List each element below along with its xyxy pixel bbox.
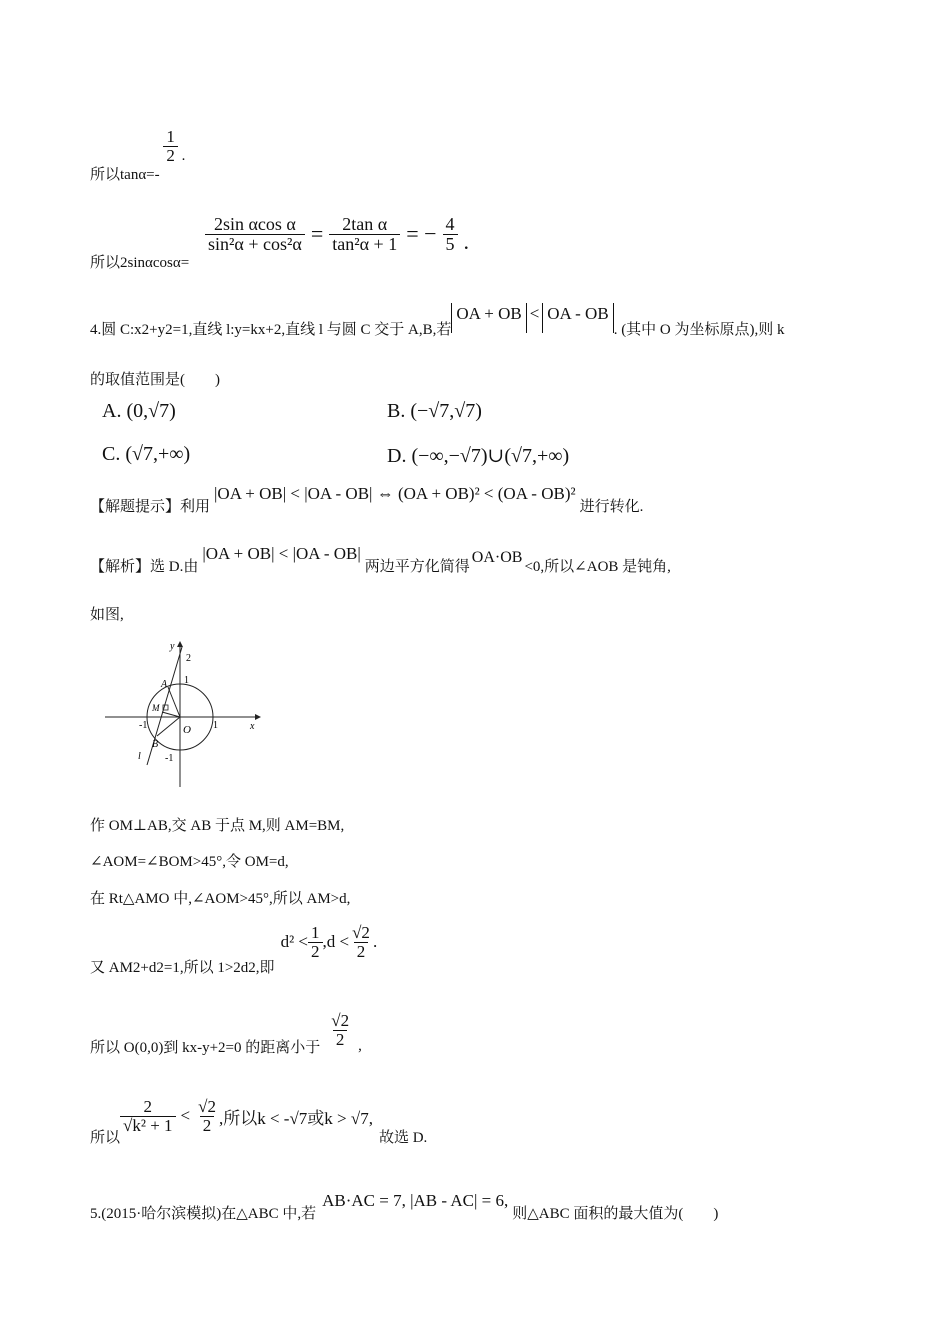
equals: = [310, 221, 324, 247]
hint-text-2: 进行转化. [579, 499, 644, 515]
abs-left: OA + OB [456, 304, 522, 323]
denominator: 5 [443, 234, 458, 254]
option-b: B. (−√7,√7) [387, 400, 482, 422]
tick-2: 2 [186, 653, 191, 664]
x-label: x [250, 721, 255, 732]
x-arrow [255, 714, 261, 720]
expr-d: ,d < [322, 932, 350, 952]
numerator: 4 [445, 214, 455, 234]
fraction-root2-over-2 [195, 1098, 219, 1135]
line-2sin-prefix: 所以2sinαcosα= [90, 255, 190, 271]
denominator: sin²α + cos²α [205, 234, 305, 254]
equals-minus: = − [406, 221, 437, 247]
denominator: 2 [308, 942, 323, 961]
option-a: A. (0,√7) [102, 400, 176, 422]
tick-1: 1 [184, 675, 189, 686]
stem-text-2: 则△ABC 面积的最大值为( ) [512, 1206, 719, 1222]
k-range: ,所以k < -√7或k > √7, [218, 1108, 373, 1128]
stem-text: 5.(2015·哈尔滨模拟)在△ABC 中,若 [90, 1206, 317, 1222]
period: . [463, 229, 470, 255]
line-2sin [90, 215, 190, 271]
hint-label: 【解题提示】 [90, 499, 181, 515]
y-label: y [170, 641, 175, 652]
m-label: M [152, 703, 160, 713]
numerator: 2 [143, 1097, 153, 1116]
solution-expr: |OA + OB| < |OA - OB| [202, 543, 361, 563]
b-label: B [152, 739, 159, 750]
as-figure: 如图, [90, 607, 124, 623]
denominator: tan²α + 1 [329, 234, 400, 254]
line-tan [90, 127, 186, 183]
formula-2sin [205, 215, 469, 254]
dot-product: OA·OB [471, 548, 523, 566]
less-than: < [180, 1106, 191, 1126]
question-4-stem [90, 303, 785, 338]
a-label: A [161, 679, 168, 690]
tick-x1: 1 [213, 720, 218, 731]
step-1: 作 OM⊥AB,交 AB 于点 M,则 AM=BM, [90, 818, 345, 834]
denominator: 2 [200, 1116, 215, 1135]
period: . [181, 147, 186, 164]
step-5 [90, 1011, 362, 1056]
solution-text-2: 两边平方化简得 [364, 559, 470, 575]
segment-om [162, 712, 180, 717]
tick-ym1: -1 [165, 753, 174, 764]
denominator: 2 [333, 1030, 348, 1049]
solution-text: 选 D.由 [150, 559, 199, 575]
fraction-2 [329, 215, 400, 254]
numerator: 2tan α [342, 214, 388, 234]
question-5-stem [90, 1190, 719, 1222]
step-3: 在 Rt△AMO 中,∠AOM>45°,所以 AM>d, [90, 891, 351, 907]
abs-right: OA - OB [547, 304, 609, 323]
numerator: 2sin αcos α [213, 214, 296, 234]
option-d: D. (−∞,−√7)∪(√7,+∞) [387, 445, 570, 467]
step-4 [90, 923, 378, 976]
step-2: ∠AOM=∠BOM>45°,令 OM=d, [90, 854, 289, 870]
step-6-prefix: 所以 [90, 1129, 121, 1146]
expr-d-squared: d² < [280, 932, 308, 952]
hint-expr: |OA + OB| < |OA - OB| ⇔ (OA + OB)² < (OA - OB)² [214, 483, 576, 503]
circle-figure [100, 637, 265, 797]
segment-oa [168, 687, 180, 717]
y-arrow [177, 641, 183, 647]
solution-line [90, 543, 671, 575]
solution-label: 【解析】 [90, 559, 151, 575]
step-4-prefix: 又 AM2+d2=1,所以 1>2d2,即 [90, 959, 275, 976]
numerator: 1 [166, 127, 175, 146]
period: . [372, 932, 378, 952]
choose-d: 故选 D. [378, 1129, 428, 1146]
solution-text-3: <0,所以∠AOB 是钝角, [524, 559, 671, 575]
option-c: C. (√7,+∞) [102, 443, 191, 465]
line-tan-prefix: 所以tanα=- [90, 166, 160, 183]
fraction-1 [205, 215, 305, 254]
fraction-half [308, 924, 323, 961]
less-than: < [529, 304, 540, 323]
fraction-3 [443, 215, 458, 254]
fraction [163, 128, 178, 165]
stem-text-2: . (其中 O 为坐标原点),则 k [613, 321, 785, 338]
hint-text: 利用 [180, 499, 211, 515]
l-label: l [138, 751, 141, 762]
step-5-prefix: 所以 O(0,0)到 kx-y+2=0 的距离小于 [90, 1039, 321, 1056]
numerator: √2 [198, 1097, 216, 1116]
hint-line [90, 483, 644, 515]
o-label: O [183, 724, 191, 736]
fraction-root2-over-2 [328, 1012, 352, 1049]
numerator: √2 [331, 1011, 350, 1030]
denominator: √k² + 1 [120, 1116, 176, 1135]
denominator: 2 [354, 942, 369, 961]
question-4-stem-2: 的取值范围是( ) [90, 372, 220, 388]
stem-text: 4.圆 C:x2+y2=1,直线 l:y=kx+2,直线 l 与圆 C 交于 A,B,若 [90, 321, 452, 338]
tick-xm1: -1 [139, 720, 148, 731]
numerator: √2 [352, 923, 370, 942]
comma: , [358, 1037, 362, 1054]
step-6 [90, 1097, 428, 1146]
fraction-distance [120, 1098, 176, 1135]
fraction-root2 [349, 924, 373, 961]
numerator: 1 [311, 923, 320, 942]
q5-expr: AB·AC = 7, |AB - AC| = 6, [322, 1190, 509, 1210]
denominator: 2 [163, 146, 178, 165]
